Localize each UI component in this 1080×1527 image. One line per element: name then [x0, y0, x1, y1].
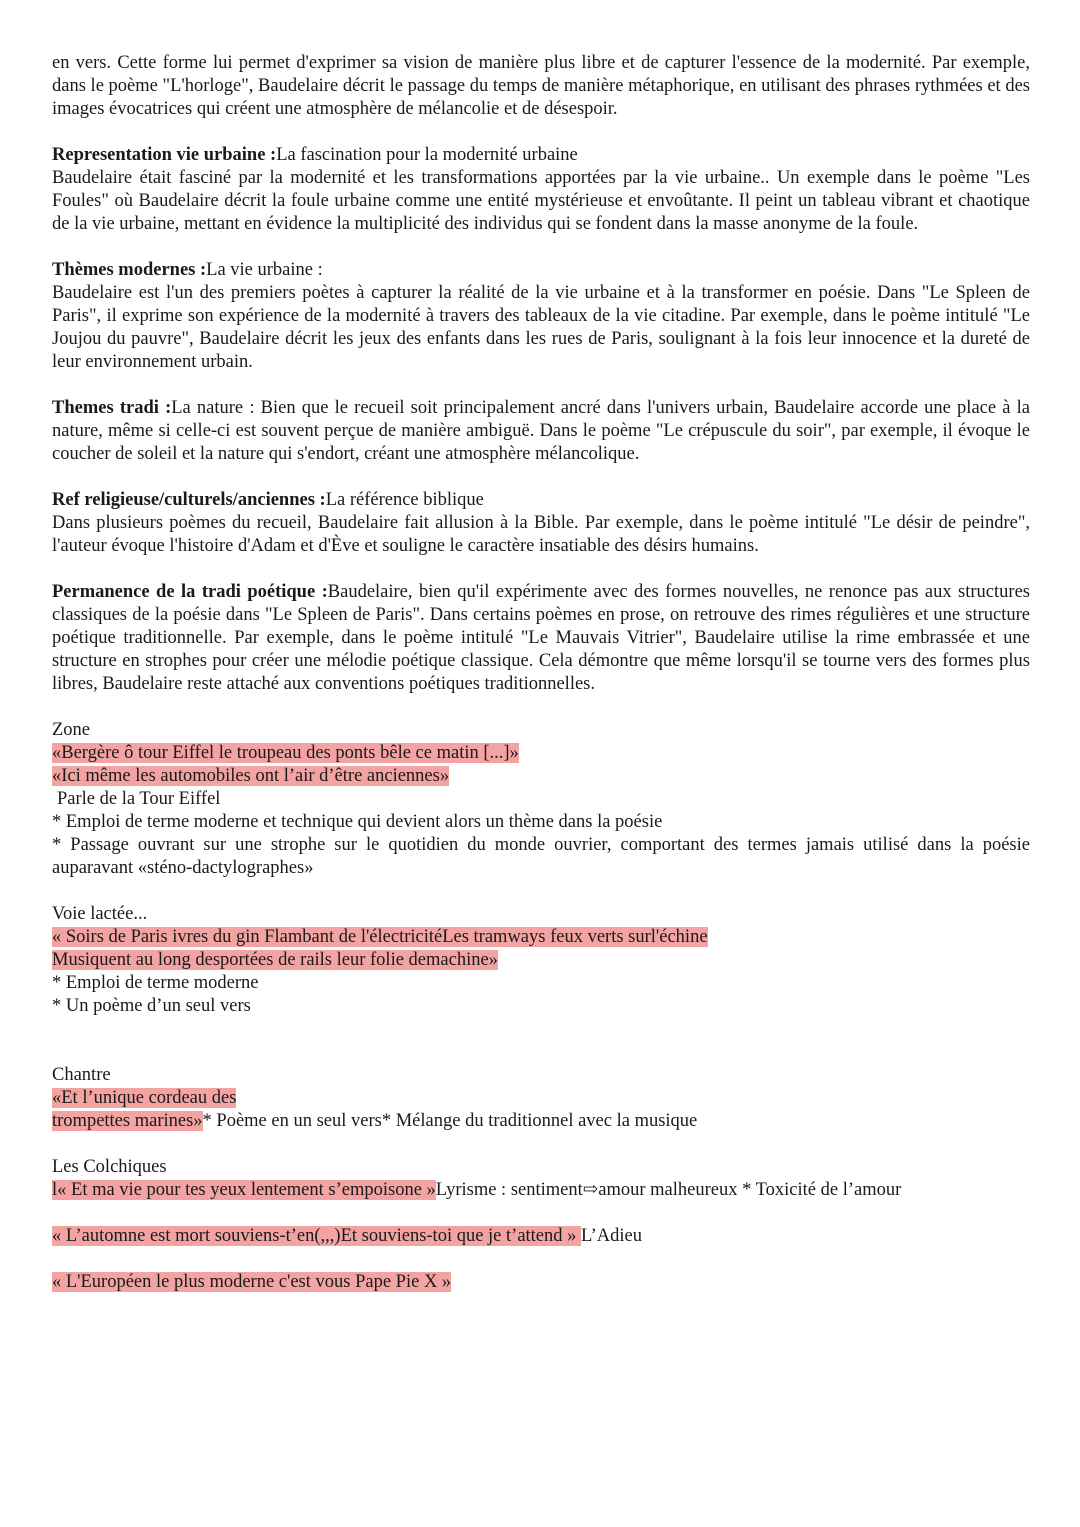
poem-note: L’Adieu	[581, 1226, 643, 1246]
quote-line	[52, 949, 1030, 972]
bullet-note: * Emploi de terme moderne et technique qui devient alors un thème dans la poésie	[52, 812, 663, 832]
section-subtitle: La référence biblique	[325, 490, 484, 510]
quote-line	[52, 765, 1030, 788]
section-body-text: Baudelaire, bien qu'il expérimente avec des formes nouvelles, ne renonce pas aux structures classiques de la poésie dans "Le Spleen de Paris". Dans certains poèmes en prose, on retrouve des rimes régulières et une structure poétique traditionnelle. Par exemple, dans le poème intitulé "Le Mauvais Vitrier", Baudelaire utilise la rime embrassée et une structure en strophes pour créer une mélodie poétique classique. Cela démontre que même lorsqu'il se tourne vers des formes plus libres, Baudelaire reste attaché aux conventions poétiques traditionnelles.	[52, 582, 1030, 694]
poem-note: Lyrisme : sentiment	[435, 1180, 583, 1200]
section-body	[52, 581, 1030, 696]
section-heading: Thèmes modernes :	[52, 260, 207, 280]
section-heading-line	[52, 489, 1030, 512]
section-heading-line	[52, 144, 1030, 167]
spacer	[52, 1018, 1030, 1064]
highlighted-quote: « L’automne est mort souviens-t’en(,,,)Et souviens-toi que je t’attend »	[52, 1226, 582, 1246]
highlighted-quote: l« Et ma vie pour tes yeux lentement s’empoisone »	[52, 1180, 436, 1200]
section-body: Baudelaire est l'un des premiers poètes à capturer la réalité de la vie urbaine et à la transformer en poésie. Dans "Le Spleen de Paris", il exprime son expérience de la modernité à travers des tableaux de la vie citadine. Par exemple, dans le poème intitulé "Le Joujou du pauvre", Baudelaire décrit les jeux des enfants dans les rues de Paris, soulignant à la fois leur innocence et la dureté de leur environnement urbain.	[52, 283, 1030, 372]
poem-note: amour malheureux * Toxicité de l’amour	[598, 1180, 902, 1200]
highlighted-quote: trompettes marines»	[52, 1111, 203, 1131]
intro-paragraph: en vers. Cette forme lui permet d'exprimer sa vision de manière plus libre et de capturer l'essence de la modernité. Par exemple, dans le poème "L'horloge", Baudelaire décrit le passage du temps de manière métaphorique, en utilisant des phrases rythmées et des images évocatrices qui créent une atmosphère de mélancolie et de désespoir.	[52, 53, 1030, 119]
highlighted-quote: «Ici même les automobiles ont l’air d’être anciennes»	[52, 766, 450, 786]
section-body: Dans plusieurs poèmes du recueil, Baudelaire fait allusion à la Bible. Par exemple, dans le poème intitulé "Le désir de peindre", l'auteur évoque l'histoire d'Adam et d'Ève et souligne le caractère insatiable des désirs humains.	[52, 513, 1030, 556]
bullet-note: * Emploi de terme moderne	[52, 973, 259, 993]
quote-line	[52, 1271, 1030, 1294]
bullet-note: * Passage ouvrant sur une strophe sur le quotidien du monde ouvrier, comportant des termes jamais utilisé dans la poésie auparavant «sténo-dactylographes»	[52, 835, 1030, 878]
poem-note: Parle de la Tour Eiffel	[57, 789, 221, 809]
quote-line	[52, 1110, 1030, 1133]
poem-title: Chantre	[52, 1065, 111, 1085]
section-body: Baudelaire était fasciné par la modernité et les transformations apportées par la vie urbaine.. Un exemple dans le poème "Les Foules" où Baudelaire décrit la foule urbaine comme une entité mystérieuse et envoûtante. Il peint un tableau vibrant et chaotique de la vie urbaine, mettant en évidence la multiplicité des individus qui se fondent dans la masse anonyme de la foule.	[52, 168, 1030, 234]
arrow-right-icon: ⇨	[582, 1180, 599, 1200]
section-body	[52, 397, 1030, 466]
poem-chantre	[52, 1064, 1030, 1133]
poem-adieu	[52, 1225, 1030, 1248]
highlighted-quote: « L'Européen le plus moderne c'est vous Pape Pie X »	[52, 1272, 452, 1292]
section-heading: Themes tradi :	[52, 398, 172, 418]
highlighted-quote: «Et l’unique cordeau des	[52, 1088, 237, 1108]
poem-note: * Poème en un seul vers* Mélange du traditionnel avec la musique	[202, 1111, 698, 1131]
poem-title: Zone	[52, 720, 91, 740]
poem-title: Voie lactée...	[52, 904, 148, 924]
section-heading: Representation vie urbaine :	[52, 145, 277, 165]
poem-europeen	[52, 1271, 1030, 1294]
quote-line	[52, 926, 1030, 949]
section-subtitle: La vie urbaine :	[206, 260, 323, 280]
quote-line	[52, 742, 1030, 765]
highlighted-quote: Musiquent au long desportées de rails leur folie demachine»	[52, 950, 498, 970]
bullet-note: * Un poème d’un seul vers	[52, 996, 251, 1016]
section-heading: Ref religieuse/culturels/anciennes :	[52, 490, 326, 510]
poem-voie-lactee	[52, 903, 1030, 1018]
poem-colchiques	[52, 1156, 1030, 1202]
section-subtitle: La fascination pour la modernité urbaine	[276, 145, 578, 165]
section-heading: Permanence de la tradi poétique :	[52, 582, 328, 602]
quote-line	[52, 1179, 1030, 1202]
section-ref-religieuse	[52, 489, 1030, 558]
section-permanence	[52, 581, 1030, 696]
section-themes-modernes	[52, 259, 1030, 374]
section-heading-line	[52, 259, 1030, 282]
quote-line	[52, 1225, 1030, 1248]
section-body-text: La nature : Bien que le recueil soit principalement ancré dans l'univers urbain, Baudelaire accorde une place à la nature, même si celle-ci est souvent perçue de manière ambiguë. Dans le poème "Le crépuscule du soir", par exemple, il évoque le coucher de soleil et la nature qui s'endort, créant une atmosphère mélancolique.	[52, 398, 1031, 464]
poem-title: Les Colchiques	[52, 1157, 167, 1177]
section-themes-tradi	[52, 397, 1030, 466]
highlighted-quote: « Soirs de Paris ivres du gin Flambant de l'électricitéLes tramways feux verts surl'échine	[52, 927, 708, 947]
poem-zone	[52, 719, 1030, 880]
quote-line	[52, 1087, 1030, 1110]
section-vie-urbaine	[52, 144, 1030, 236]
highlighted-quote: «Bergère ô tour Eiffel le troupeau des ponts bêle ce matin [...]»	[52, 743, 519, 763]
